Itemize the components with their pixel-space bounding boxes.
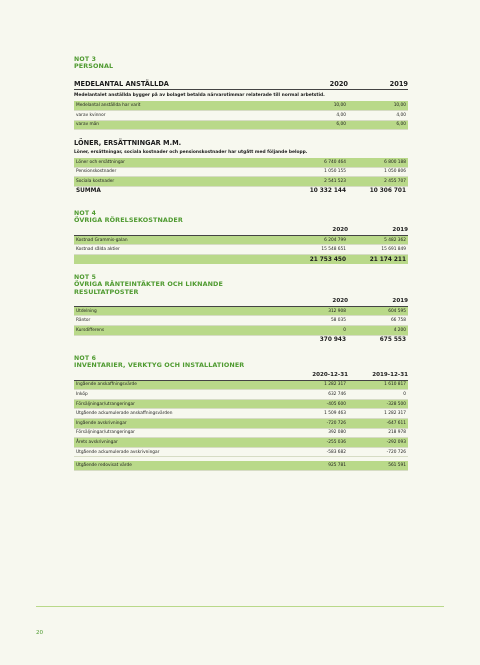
value-2019: 561 591 [388, 463, 406, 469]
table-row [74, 400, 408, 410]
col-header-2020: 2020 [332, 227, 348, 234]
value-col1: -720 726 [326, 420, 346, 426]
section-header [74, 139, 408, 149]
value-col2: 10,00 [393, 103, 406, 109]
row-label: Utgående redovisat värde [76, 463, 132, 469]
value-col1: -405 600 [326, 401, 346, 407]
total-value-2019: 675 553 [379, 337, 406, 343]
row-label: Kursdifferens [76, 327, 105, 333]
note-title: ÖVRIGA RÄNTEINTÄKTER OCH LIKNANDE RESULTATPOSTER [74, 280, 223, 296]
value-col2: 1 050 806 [384, 169, 406, 175]
value-2020: 925 781 [328, 463, 346, 469]
table-row [74, 419, 408, 429]
value-col2: 4 200 [393, 327, 406, 333]
value-col1: 632 746 [328, 391, 346, 397]
row-label: Utdelning [76, 308, 97, 314]
value-col2: 66 758 [390, 318, 406, 324]
value-col2: 218 978 [388, 430, 406, 436]
row-label: Sociala kostnader [76, 178, 115, 184]
value-col1: 312 908 [328, 308, 346, 314]
total-value-2019: 10 306 701 [369, 188, 406, 195]
total-value-2020: 21 753 450 [309, 256, 346, 263]
value-col1: 392 080 [328, 430, 346, 436]
note-number: NOT 6 [74, 354, 97, 362]
value-col2: 4,00 [396, 112, 406, 118]
note-5 [74, 274, 408, 344]
value-col1: 10,00 [333, 103, 346, 109]
value-col2: 1 282 317 [384, 411, 406, 417]
table-row [74, 245, 408, 255]
total-value-2020: 370 943 [319, 337, 346, 343]
value-col2: 2 455 707 [384, 178, 406, 184]
value-col2: 6,00 [396, 122, 406, 128]
note-title: PERSONAL [74, 62, 114, 70]
value-col1: 6 204 799 [324, 237, 346, 243]
section-description: Löner, ersättningar, sociala kostnader och pensionskostnader har utgått med följande belopp. [74, 149, 308, 155]
value-col2: 6 800 188 [384, 159, 406, 165]
col-header-2019: 2019 [392, 227, 408, 234]
note-number: NOT 3 [74, 56, 97, 63]
final-value-row [74, 461, 408, 471]
note-number: NOT 4 [74, 209, 97, 217]
value-col1: -583 682 [326, 449, 346, 455]
row-label: Kostnad Grammis-galan [76, 237, 128, 243]
table-row [74, 429, 408, 439]
total-row [74, 336, 408, 345]
row-label: Utgående ackumulerade avskrivningar [76, 449, 160, 455]
section-header [74, 80, 408, 91]
section-title: LÖNER, ERSÄTTNINGAR M.M. [74, 139, 182, 148]
note-3 [74, 56, 408, 196]
page-number: 20 [36, 630, 44, 636]
column-header [74, 298, 408, 307]
row-label: Ingående anskaffningsvärde [76, 382, 137, 388]
table-row [74, 316, 408, 326]
note-4 [74, 210, 408, 264]
section-title: MEDELANTAL ANSTÄLLDA [74, 79, 169, 88]
value-col1: 6,00 [336, 122, 346, 128]
row-label: Årets avskrivningar [76, 439, 118, 445]
row-label: varav kvinnor [76, 112, 106, 118]
footer-divider [36, 606, 444, 607]
value-col2: 5 482 362 [384, 237, 406, 243]
col-header-2020: 2020 [329, 79, 348, 88]
col-header-2019: 2019-12-31 [372, 372, 408, 379]
table-row [74, 381, 408, 391]
annual-report-page [74, 0, 408, 471]
table-row [74, 390, 408, 400]
row-label: Löner och ersättningar [76, 159, 125, 165]
row-label: Försäljningar/utrangeringar [76, 430, 135, 436]
table-row [74, 236, 408, 246]
total-label: SUMMA [76, 188, 101, 195]
row-label: Inköp [76, 391, 88, 397]
value-col2: -292 093 [386, 439, 406, 445]
value-col1: 6 740 464 [324, 159, 346, 165]
value-col1: 4,00 [336, 112, 346, 118]
value-col2: 1 610 817 [384, 382, 406, 388]
table-row [74, 448, 408, 458]
section-description: Medelantalet anställda bygger på av bolaget betalda närvarotimmar relaterade till normal arbetstid. [74, 93, 325, 99]
column-header [74, 372, 408, 381]
row-label: Ingående avskrivningar [76, 420, 127, 426]
note-title: INVENTARIER, VERKTYG OCH INSTALLATIONER [74, 360, 245, 369]
total-row [74, 255, 408, 264]
value-col1: 15 548 651 [321, 247, 346, 253]
row-label: Kostnad sålda aktier [76, 247, 120, 253]
col-header-2019: 2019 [392, 298, 408, 305]
note-6 [74, 355, 408, 471]
value-col1: 1 050 155 [324, 169, 346, 175]
value-col1: 58 035 [330, 318, 346, 324]
row-label: Pensionskostnader [76, 169, 117, 175]
col-header-2019: 2019 [389, 79, 408, 88]
table-row [74, 158, 408, 168]
column-header [74, 227, 408, 236]
table-row [74, 168, 408, 178]
value-col1: 0 [343, 327, 346, 333]
value-col2: -647 611 [386, 420, 406, 426]
note-title: ÖVRIGA RÖRELSEKOSTNADER [74, 215, 183, 224]
table-row [74, 121, 408, 131]
total-value-2020: 10 332 144 [309, 188, 346, 195]
table-row [74, 438, 408, 448]
col-header-2020: 2020-12-31 [312, 372, 348, 379]
value-col2: -720 726 [386, 449, 406, 455]
table-row [74, 307, 408, 317]
value-col1: 1 509 463 [324, 411, 346, 417]
table-row [74, 111, 408, 121]
total-row [74, 187, 408, 196]
value-col2: 0 [403, 391, 406, 397]
value-col1: 2 541 523 [324, 178, 346, 184]
row-label: varav män [76, 122, 100, 128]
value-col1: 1 282 317 [324, 382, 346, 388]
row-label: Medelantal anställda har varit [76, 103, 141, 109]
row-label: Försäljningar/utrangeringar [76, 401, 135, 407]
value-col2: -328 500 [386, 401, 406, 407]
table-row [74, 409, 408, 419]
note-number: NOT 5 [74, 274, 97, 282]
row-label: Räntor [76, 318, 91, 324]
table-row [74, 326, 408, 336]
total-value-2019: 21 174 211 [369, 256, 406, 263]
value-col1: -255 036 [326, 439, 346, 445]
value-col2: 604 595 [388, 308, 406, 314]
col-header-2020: 2020 [332, 298, 348, 305]
row-label: Utgående ackumulerade anskaffningsvärden [76, 411, 173, 417]
value-col2: 15 691 849 [381, 247, 406, 253]
table-row [74, 177, 408, 187]
table-row [74, 101, 408, 111]
